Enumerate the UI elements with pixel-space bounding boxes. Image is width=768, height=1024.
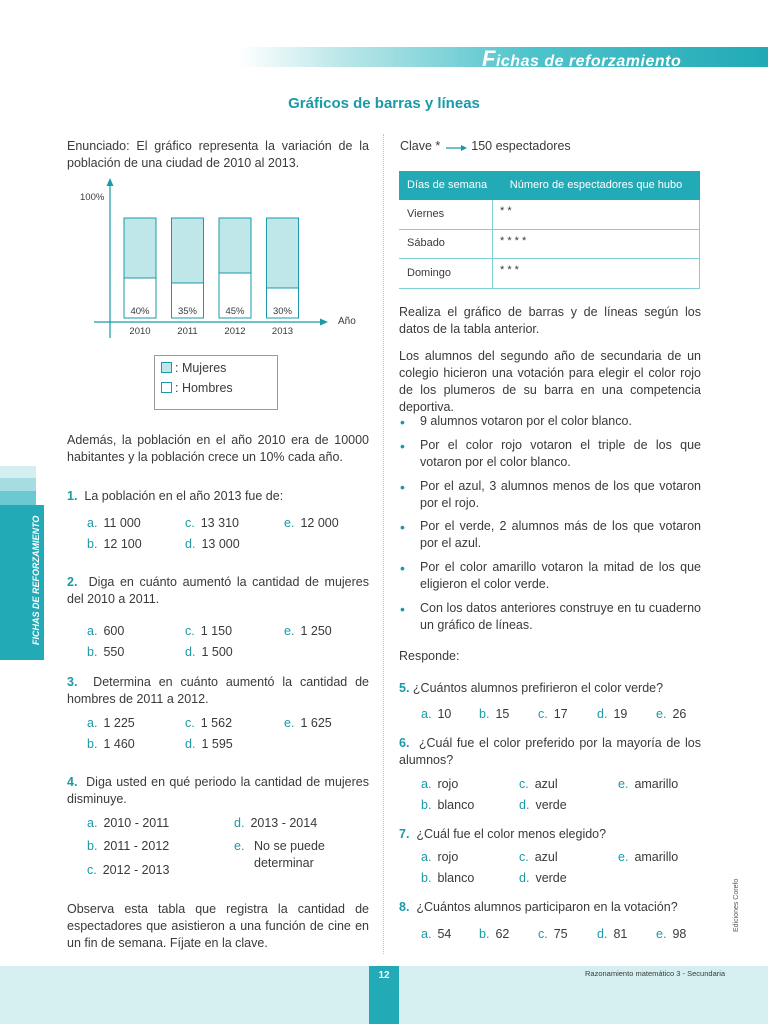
arrow-right-icon <box>444 142 468 152</box>
page-number: 12 <box>369 966 399 1024</box>
list-item: • Por el color rojo votaron el triple de los que votaron por el color blanco. <box>400 438 701 469</box>
option-a[interactable]: a. rojo <box>421 850 459 864</box>
list-item: • Por el azul, 3 alumnos menos de los que votaron por el rojo. <box>400 479 701 510</box>
question-text: ¿Cuál fue el color preferido por la mayoría de los alumnos? <box>399 736 702 767</box>
option-c[interactable]: c. 2012 - 2013 <box>87 863 170 877</box>
bullet-icon: • <box>400 560 405 576</box>
option-e[interactable]: e. amarillo <box>618 777 679 791</box>
bullet-icon: • <box>400 519 405 535</box>
option-c[interactable]: c. 1 150 <box>185 624 233 638</box>
clave-label: Clave * <box>400 139 441 153</box>
table-header-row <box>400 172 700 200</box>
option-b[interactable]: b. 1 460 <box>87 737 135 751</box>
bar-value-label: 45% <box>225 306 245 317</box>
option-d[interactable]: d. 2013 - 2014 <box>234 816 318 830</box>
question-6 <box>399 735 701 769</box>
population-chart <box>70 178 370 343</box>
intro-text: Además, la población en el año 2010 era de 10000 habitantes y la población crece un 10% cada año. <box>67 433 369 464</box>
x-tick-label: 2012 <box>224 326 246 337</box>
responde-label: Responde: <box>399 649 460 663</box>
option-e[interactable]: e. 12 000 <box>284 516 339 530</box>
option-a[interactable]: a. 54 <box>421 927 452 941</box>
table-cell: * * <box>493 200 700 230</box>
x-axis-label: Año <box>338 316 356 327</box>
header-title <box>482 44 681 74</box>
header-title-initial: F <box>482 46 496 71</box>
table-row <box>400 229 700 259</box>
option-b[interactable]: b. 550 <box>87 645 125 659</box>
question-7 <box>399 826 701 843</box>
table-row <box>400 259 700 289</box>
bar-mujeres <box>219 218 251 273</box>
question-1 <box>67 488 369 505</box>
side-tab-stripe <box>0 466 36 478</box>
question-4 <box>67 774 369 808</box>
question-text: Diga en cuánto aumentó la cantidad de mujeres del 2010 a 2011. <box>67 575 369 606</box>
option-a[interactable]: a. rojo <box>421 777 459 791</box>
legend-label-hombres: : Hombres <box>175 381 233 395</box>
question-text: Diga usted en qué periodo la cantidad de mujeres disminuye. <box>67 775 369 806</box>
list-item: • 9 alumnos votaron por el color blanco. <box>400 414 632 430</box>
option-b[interactable]: b. 2011 - 2012 <box>87 839 170 853</box>
option-b[interactable]: b. blanco <box>421 871 475 885</box>
option-d[interactable]: d. 19 <box>597 707 628 721</box>
bar-value-label: 30% <box>272 306 293 317</box>
legend-item-hombres <box>161 380 233 397</box>
option-c[interactable]: c. 17 <box>538 707 568 721</box>
option-c[interactable]: c. 1 562 <box>185 716 233 730</box>
option-e[interactable]: e. 26 <box>656 707 687 721</box>
question-number: 5. <box>399 681 410 695</box>
clave-value: 150 espectadores <box>471 139 571 153</box>
table-cell: * * * <box>493 259 700 289</box>
legend-label-mujeres: : Mujeres <box>175 361 227 375</box>
option-c[interactable]: c. azul <box>519 850 558 864</box>
question-number: 3. <box>67 675 78 689</box>
x-axis-arrow <box>320 319 328 326</box>
table-cell: * * * * <box>493 229 700 259</box>
question-number: 8. <box>399 900 410 914</box>
option-a[interactable]: a. 2010 - 2011 <box>87 816 170 830</box>
question-text: La población en el año 2013 fue de: <box>84 489 284 503</box>
question-text: ¿Cuántos alumnos participaron en la votación? <box>416 900 678 914</box>
bullet-icon: • <box>400 438 405 454</box>
clave <box>400 138 571 155</box>
option-e[interactable]: e. 1 250 <box>284 624 332 638</box>
question-text: ¿Cuál fue el color menos elegido? <box>416 827 607 841</box>
option-e[interactable]: e. 98 <box>656 927 687 941</box>
option-a[interactable]: a. 600 <box>87 624 125 638</box>
option-a[interactable]: a. 10 <box>421 707 452 721</box>
table-cell: Viernes <box>400 200 493 230</box>
context-text: Los alumnos del segundo año de secundaria de un colegio hicieron una votación para elegir el color rojo de los plumeros de su barra en una competencia deportiva. <box>399 349 701 414</box>
spectators-table <box>399 171 700 289</box>
option-b[interactable]: b. 15 <box>479 707 510 721</box>
question-number: 7. <box>399 827 410 841</box>
option-d[interactable]: d. 81 <box>597 927 628 941</box>
bullet-icon: • <box>400 601 405 617</box>
legend-item-mujeres <box>161 360 226 377</box>
question-number: 2. <box>67 575 78 589</box>
option-d[interactable]: d. 1 595 <box>185 737 233 751</box>
question-2 <box>67 574 369 608</box>
side-tab-label: FICHAS DE REFORZAMIENTO <box>31 515 41 645</box>
bullet-icon: • <box>400 479 405 495</box>
publisher-credit: Ediciones Corefo <box>733 878 740 932</box>
bar-value-label: 35% <box>177 306 198 317</box>
chart-legend <box>154 355 278 410</box>
book-title: Razonamiento matemático 3 - Secundaria <box>585 969 726 978</box>
column-divider <box>383 134 384 954</box>
option-d[interactable]: d. verde <box>519 871 567 885</box>
option-e[interactable]: e. amarillo <box>618 850 679 864</box>
question-number: 6. <box>399 736 410 750</box>
x-tick-label: 2010 <box>129 326 151 337</box>
list-item: • Con los datos anteriores construye en tu cuaderno un gráfico de líneas. <box>400 601 701 632</box>
question-5 <box>399 680 701 697</box>
table-row <box>400 200 700 230</box>
question-number: 4. <box>67 775 78 789</box>
x-tick-label: 2011 <box>177 326 198 337</box>
observe-text: Observa esta tabla que registra la cantidad de espectadores que asistieron a una función de cine en un fin de semana. Fíjate en la clave. <box>67 902 369 950</box>
table-header: Número de espectadores que hubo <box>493 172 700 200</box>
page-title: Gráficos de barras y líneas <box>288 95 480 112</box>
bar-mujeres <box>172 218 204 283</box>
header-title-rest: ichas de reforzamiento <box>495 53 682 70</box>
legend-swatch-mujeres <box>161 362 172 373</box>
list-item: • Por el verde, 2 alumnos más de los que votaron por el azul. <box>400 519 701 550</box>
table-cell: Sábado <box>400 229 493 259</box>
option-d[interactable]: d. 13 000 <box>185 537 240 551</box>
legend-swatch-hombres <box>161 382 172 393</box>
bar-mujeres <box>124 218 156 278</box>
question-text: Determina en cuánto aumentó la cantidad de hombres de 2011 a 2012. <box>67 675 369 706</box>
side-tab-stripe <box>0 491 36 505</box>
question-3 <box>67 674 369 708</box>
option-c[interactable]: c. 13 310 <box>185 516 239 530</box>
x-tick-label: 2013 <box>271 326 294 337</box>
question-number: 1. <box>67 489 78 503</box>
option-e[interactable]: e. No se puede determinar <box>234 839 325 870</box>
table-cell: Domingo <box>400 259 493 289</box>
option-e[interactable]: e. 1 625 <box>284 716 332 730</box>
list-item: • Por el color amarillo votaron la mitad de los que eligieron el color verde. <box>400 560 701 591</box>
option-c[interactable]: c. 75 <box>538 927 568 941</box>
y-axis-arrow <box>107 178 114 186</box>
option-b[interactable]: b. blanco <box>421 798 475 812</box>
y-axis-label: 100% <box>80 192 105 203</box>
option-a[interactable]: a. 1 225 <box>87 716 135 730</box>
option-b[interactable]: b. 62 <box>479 927 510 941</box>
bullet-icon: • <box>400 414 405 430</box>
option-a[interactable]: a. 11 000 <box>87 516 141 530</box>
table-header: Días de semana <box>400 172 493 200</box>
option-d[interactable]: d. 1 500 <box>185 645 233 659</box>
option-c[interactable]: c. azul <box>519 777 558 791</box>
statement-text: Enunciado: El gráfico representa la variación de la población de una ciudad de 2010 al 2013. <box>67 139 369 170</box>
question-8 <box>399 899 701 916</box>
side-tab-stripe <box>0 478 36 491</box>
question-text: ¿Cuántos alumnos prefirieron el color verde? <box>412 681 664 695</box>
instruction-text: Realiza el gráfico de barras y de líneas según los datos de la tabla anterior. <box>399 305 701 336</box>
bar-value-label: 40% <box>130 306 150 317</box>
bar-mujeres <box>267 218 299 288</box>
option-d[interactable]: d. verde <box>519 798 567 812</box>
option-b[interactable]: b. 12 100 <box>87 537 142 551</box>
